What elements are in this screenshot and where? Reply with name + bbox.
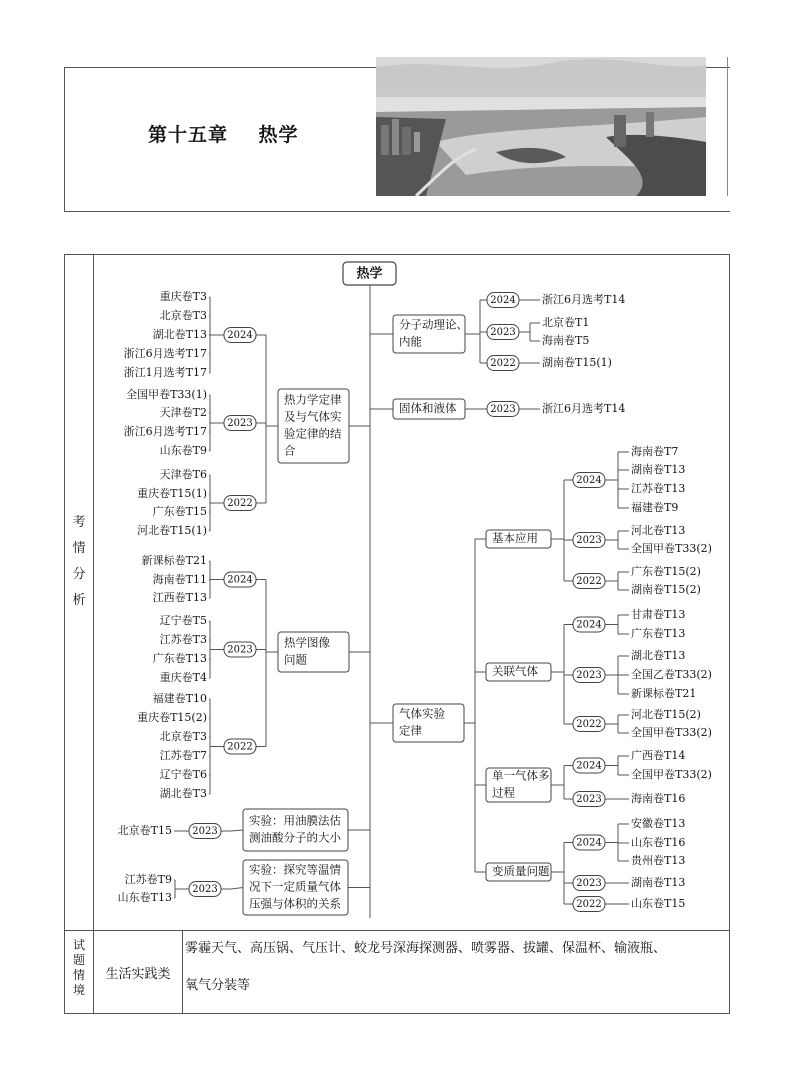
left-topic-box-label: 及与气体实 [284, 409, 342, 424]
paper-label: 江苏卷T9 [124, 873, 172, 886]
section-label-text: 考 情 分 析 [72, 515, 86, 608]
paper-label: 山东卷T16 [631, 836, 686, 849]
year-pill-label: 2023 [192, 826, 218, 837]
year-pill-label: 2022 [576, 576, 602, 587]
year-pill-label: 2022 [227, 498, 253, 509]
paper-label: 重庆卷T4 [159, 671, 207, 684]
scenario-category: 生活实践类 [105, 966, 171, 982]
paper-label: 贵州卷T13 [631, 854, 686, 867]
year-pill-label: 2023 [490, 327, 516, 338]
year-pill-label: 2024 [576, 475, 602, 486]
paper-label: 海南卷T11 [152, 573, 207, 586]
paper-label: 天津卷T2 [159, 406, 207, 419]
paper-label: 福建卷T9 [631, 501, 679, 514]
year-pill-label: 2022 [576, 719, 602, 730]
right-topic-box-label: 气体实验 [399, 706, 445, 721]
paper-label: 甘肃卷T13 [631, 608, 686, 621]
paper-label: 北京卷T15 [117, 824, 172, 837]
paper-label: 北京卷T3 [159, 309, 207, 322]
paper-label: 海南卷T5 [542, 334, 590, 347]
chapter-title: 第十五章 热学 [148, 124, 299, 146]
right-topic-box-label: 固体和液体 [399, 401, 457, 415]
paper-label: 广东卷T13 [152, 652, 207, 665]
paper-label: 浙江6月选考T14 [542, 402, 626, 415]
left-topic-box-label: 问题 [284, 652, 307, 667]
paper-label: 安徽卷T13 [631, 817, 686, 830]
paper-label: 江苏卷T3 [159, 633, 207, 646]
paper-label: 浙江6月选考T17 [123, 347, 207, 360]
paper-label: 新课标卷T21 [631, 687, 697, 700]
scenario-text-line1: 雾霾天气、高压锅、气压计、蛟龙号深海探测器、喷雾器、拔罐、保温杯、输液瓶、 [185, 941, 667, 956]
paper-label: 辽宁卷T5 [159, 614, 207, 627]
scenario-label-text: 试 题 情 境 [72, 938, 85, 997]
paper-label: 江西卷T13 [152, 591, 207, 604]
paper-label: 湖北卷T13 [631, 649, 686, 662]
left-topic-box-label: 测油酸分子的大小 [249, 830, 341, 845]
paper-label: 山东卷T15 [631, 897, 686, 910]
paper-label: 河北卷T13 [631, 524, 686, 537]
year-pill-label: 2024 [576, 837, 602, 849]
paper-label: 福建卷T10 [152, 692, 207, 705]
year-pill-label: 2024 [490, 295, 516, 306]
year-pill-label: 2024 [576, 760, 602, 772]
right-topic-box-label: 定律 [399, 723, 422, 738]
paper-label: 河北卷T15(1) [137, 524, 207, 537]
left-topic-box-label: 压强与体积的关系 [249, 896, 341, 911]
paper-label: 湖南卷T13 [631, 463, 686, 476]
year-pill-label: 2022 [227, 741, 253, 753]
paper-label: 北京卷T3 [159, 730, 207, 743]
paper-label: 重庆卷T15(2) [137, 711, 207, 724]
left-topic-box-label: 合 [284, 443, 296, 458]
paper-label: 山东卷T13 [117, 891, 172, 904]
left-topic-box-label: 热力学定律 [284, 392, 342, 407]
paper-label: 全国乙卷T33(2) [631, 668, 712, 681]
paper-label: 山东卷T9 [159, 444, 207, 457]
paper-label: 全国甲卷T33(2) [631, 726, 712, 739]
paper-label: 湖南卷T13 [631, 876, 686, 889]
paper-label: 湖北卷T3 [159, 787, 207, 800]
paper-label: 广西卷T14 [631, 749, 686, 762]
year-pill-label: 2023 [227, 418, 253, 429]
year-pill-label: 2023 [576, 794, 602, 805]
year-pill-label: 2022 [490, 358, 516, 369]
paper-label: 天津卷T6 [159, 468, 207, 481]
paper-label: 湖南卷T15(2) [631, 583, 701, 596]
paper-label: 辽宁卷T6 [159, 768, 207, 781]
subtopic-box-label: 关联气体 [492, 664, 538, 678]
year-pill-label: 2023 [192, 884, 218, 895]
left-topic-box-label: 验定律的结 [284, 426, 342, 441]
subtopic-box-label: 单一气体多 [492, 768, 550, 783]
paper-label: 湖北卷T13 [152, 328, 207, 341]
paper-label: 江苏卷T7 [159, 749, 207, 762]
year-pill-label: 2023 [490, 404, 516, 415]
paper-label: 重庆卷T3 [159, 290, 207, 303]
paper-label: 湖南卷T15(1) [542, 356, 612, 369]
right-topic-box-label: 内能 [399, 334, 422, 349]
paper-label: 新课标卷T21 [141, 554, 207, 567]
root-label: 热学 [356, 266, 383, 282]
paper-label: 海南卷T16 [631, 792, 686, 805]
scenario-text-line2: 氧气分装等 [185, 978, 251, 993]
left-topic-box-label: 实验：用油膜法估 [249, 813, 341, 828]
year-pill-label: 2022 [576, 899, 602, 910]
paper-label: 海南卷T7 [631, 445, 679, 458]
paper-label: 广东卷T13 [631, 627, 686, 640]
paper-label: 全国甲卷T33(1) [126, 388, 207, 401]
left-topic-box-label: 况下一定质量气体 [249, 879, 341, 894]
paper-label: 北京卷T1 [542, 316, 590, 329]
year-pill-label: 2023 [576, 535, 602, 546]
year-pill-label: 2023 [576, 670, 602, 681]
paper-label: 浙江6月选考T14 [542, 293, 626, 306]
year-pill-label: 2024 [227, 574, 253, 586]
paper-label: 广东卷T15(2) [631, 565, 701, 578]
year-pill-label: 2023 [576, 878, 602, 889]
paper-label: 浙江1月选考T17 [123, 366, 207, 379]
paper-label: 广东卷T15 [152, 505, 207, 518]
topic-in-connector [231, 830, 243, 831]
year-pill-label: 2023 [227, 644, 253, 656]
year-pill-label: 2024 [576, 619, 602, 631]
subtopic-box-label: 基本应用 [492, 531, 538, 545]
left-topic-box-label: 热学图像 [284, 635, 330, 650]
paper-label: 全国甲卷T33(2) [631, 768, 712, 781]
paper-label: 重庆卷T15(1) [137, 487, 207, 500]
paper-label: 河北卷T15(2) [631, 708, 701, 721]
subtopic-box-label: 变质量问题 [492, 864, 550, 878]
paper-label: 全国甲卷T33(2) [631, 542, 712, 555]
left-topic-box-label: 实验：探究等温情 [249, 862, 341, 877]
subtopic-box-label: 过程 [492, 785, 515, 800]
paper-label: 浙江6月选考T17 [123, 425, 207, 438]
topic-in-connector [231, 888, 243, 890]
paper-label: 江苏卷T13 [631, 482, 686, 495]
year-pill-label: 2024 [227, 330, 253, 341]
right-topic-box-label: 分子动理论、 [399, 317, 468, 332]
